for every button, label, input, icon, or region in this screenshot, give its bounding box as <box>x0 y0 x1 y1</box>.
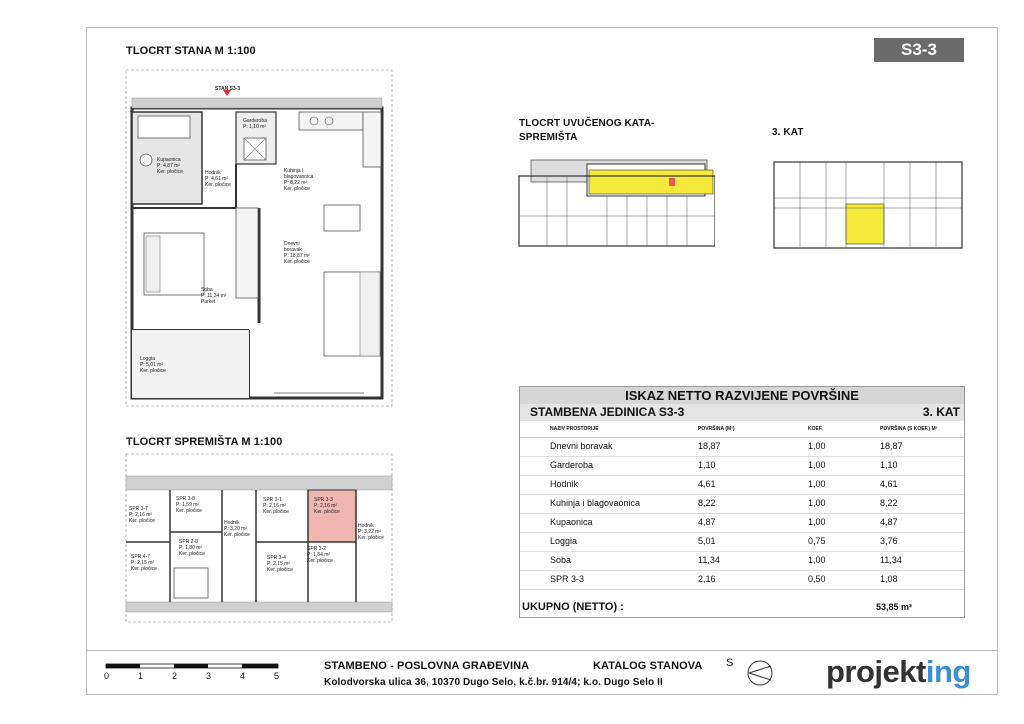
cell-area: 4,87 <box>698 517 716 527</box>
cell-coef: 1,00 <box>808 517 826 527</box>
company-logo <box>826 654 971 690</box>
cell-name: Dnevni boravak <box>550 441 613 451</box>
total-label: UKUPNO (NETTO) : <box>522 601 624 613</box>
table-unit-name: STAMBENA JEDINICA S3-3 <box>530 405 685 419</box>
storage-plan-heading: TLOCRT SPREMIŠTA M 1:100 <box>126 436 283 448</box>
cell-area: 5,01 <box>698 536 716 546</box>
area-table <box>519 386 965 618</box>
floor3-heading: 3. KAT <box>772 127 804 138</box>
table-row <box>520 532 964 552</box>
storage-label-spr32: SPR 3-2 P: 1,84 m² Ker. pločice <box>307 546 333 564</box>
cell-name: Hodnik <box>550 479 579 489</box>
logo-main: projekt <box>826 654 926 689</box>
cell-coef: 1,00 <box>808 441 826 451</box>
table-floor: 3. KAT <box>922 405 960 419</box>
cell-area: 18,87 <box>698 441 721 451</box>
room-label-hodnik: Hodnik P: 4,61 m² Ker. pločice <box>205 170 231 188</box>
room-label-kuhinja: Kuhinja i blagovaonica P: 8,22 m² Ker. pločice <box>284 168 314 192</box>
table-row <box>520 551 964 571</box>
col-coef: KOEF. <box>808 426 823 432</box>
floor-plan-heading: TLOCRT STANA M 1:100 <box>126 45 256 57</box>
cell-name: Soba <box>550 555 572 565</box>
room-label-dnevni: Dnevni boravak P: 18,87 m² Ker. pločice <box>284 241 310 265</box>
cell-total: 18,87 <box>880 441 903 451</box>
cell-name: SPR 3-3 <box>550 574 585 584</box>
scale-tick: 4 <box>240 671 246 681</box>
cell-coef: 1,00 <box>808 498 826 508</box>
cell-name: Kupaonica <box>550 517 593 527</box>
total-value: 53,85 m² <box>876 602 913 612</box>
table-row <box>520 456 964 476</box>
storage-floor-plan <box>124 452 394 624</box>
cell-area: 4,61 <box>698 479 716 489</box>
storage-label-spr34: SPR 3-4 P: 2,15 m² Ker. pločice <box>267 555 293 573</box>
room-label-garderoba: Garderoba P: 1,10 m² <box>243 118 267 130</box>
storage-label-spr38: SPR 3-8 P: 1,59 m² Ker. pločice <box>176 496 202 514</box>
storage-label-hodnik-2: Hodnik P: 3,22 m² Ker. pločice <box>358 523 384 541</box>
cell-coef: 1,00 <box>808 555 826 565</box>
cell-coef: 1,00 <box>808 479 826 489</box>
catalog-label: KATALOG STANOVA <box>593 660 703 672</box>
cell-total: 1,08 <box>880 574 898 584</box>
storage-label-spr33: SPR 3-3 P: 2,16 m² Ker. pločice <box>314 497 340 515</box>
cell-area: 8,22 <box>698 498 716 508</box>
project-name: STAMBENO - POSLOVNA GRAĐEVINA <box>324 660 530 672</box>
north-arrow-icon <box>745 658 775 688</box>
recessed-floor-key-plan <box>517 156 715 254</box>
cell-total: 4,87 <box>880 517 898 527</box>
scale-tick: 2 <box>172 671 178 681</box>
storage-label-spr28: SPR 2-8 P: 1,80 m² Ker. pločice <box>179 539 205 557</box>
cell-coef: 1,00 <box>808 460 826 470</box>
scale-bar <box>100 660 290 688</box>
storage-label-spr47: SPR 4-7 P: 2,15 m² Ker. pločice <box>131 554 157 572</box>
cell-area: 11,34 <box>698 555 720 565</box>
cell-coef: 0,75 <box>808 536 826 546</box>
storage-label-hodnik-1: Hodnik P: 3,20 m² Ker. pločice <box>224 520 250 538</box>
col-name: NAZIV PROSTORIJE <box>550 426 599 432</box>
table-total-row <box>520 598 964 617</box>
unit-badge: S3-3 <box>874 38 964 62</box>
table-row <box>520 475 964 495</box>
col-total: POVRŠINA (S KOEF.) M² <box>880 426 938 432</box>
floor3-key-plan <box>770 158 966 254</box>
cell-total: 1,10 <box>880 460 898 470</box>
table-header <box>520 421 964 438</box>
storage-label-spr37: SPR 3-7 P: 2,16 m² Ker. pločice <box>129 506 155 524</box>
cell-total: 11,34 <box>880 555 902 565</box>
scale-tick: 0 <box>104 671 110 681</box>
cell-name: Kuhinja i blagovaonica <box>550 498 641 508</box>
cell-total: 4,61 <box>880 479 898 489</box>
logo-accent: ing <box>925 654 971 689</box>
cell-name: Garderoba <box>550 460 594 470</box>
table-row <box>520 494 964 514</box>
room-label-soba: Soba P: 11,34 m² Parket <box>201 287 227 305</box>
scale-tick: 5 <box>274 671 280 681</box>
table-unit-row <box>520 404 964 421</box>
unit-entry-label: STAN S3-3 <box>215 86 241 92</box>
cell-area: 2,16 <box>698 574 716 584</box>
cell-total: 3,76 <box>880 536 898 546</box>
cell-name: Loggia <box>550 536 578 546</box>
storage-label-spr31: SPR 3-1 P: 2,16 m² Ker. pločice <box>263 497 289 515</box>
col-area: POVRŠINA (M²) <box>698 426 735 432</box>
scale-tick: 1 <box>138 671 144 681</box>
north-label: S <box>726 657 734 669</box>
table-row <box>520 513 964 533</box>
recessed-floor-heading: TLOCRT UVUČENOG KATA- SPREMIŠTA <box>519 118 655 143</box>
address: Kolodvorska ulica 36, 10370 Dugo Selo, k.č.br. 914/4; k.o. Dugo Selo II <box>324 677 663 688</box>
room-label-loggia: Loggia P: 5,01 m² Ker. pločice <box>140 356 166 374</box>
table-row <box>520 570 964 590</box>
cell-area: 1,10 <box>698 460 716 470</box>
table-row <box>520 437 964 457</box>
cell-coef: 0,50 <box>808 574 826 584</box>
room-label-kupaonica: Kupaonica P: 4,87 m² Ker. pločice <box>157 157 183 175</box>
scale-tick: 3 <box>206 671 212 681</box>
cell-total: 8,22 <box>880 498 898 508</box>
table-title: ISKAZ NETTO RAZVIJENE POVRŠINE <box>520 387 964 404</box>
